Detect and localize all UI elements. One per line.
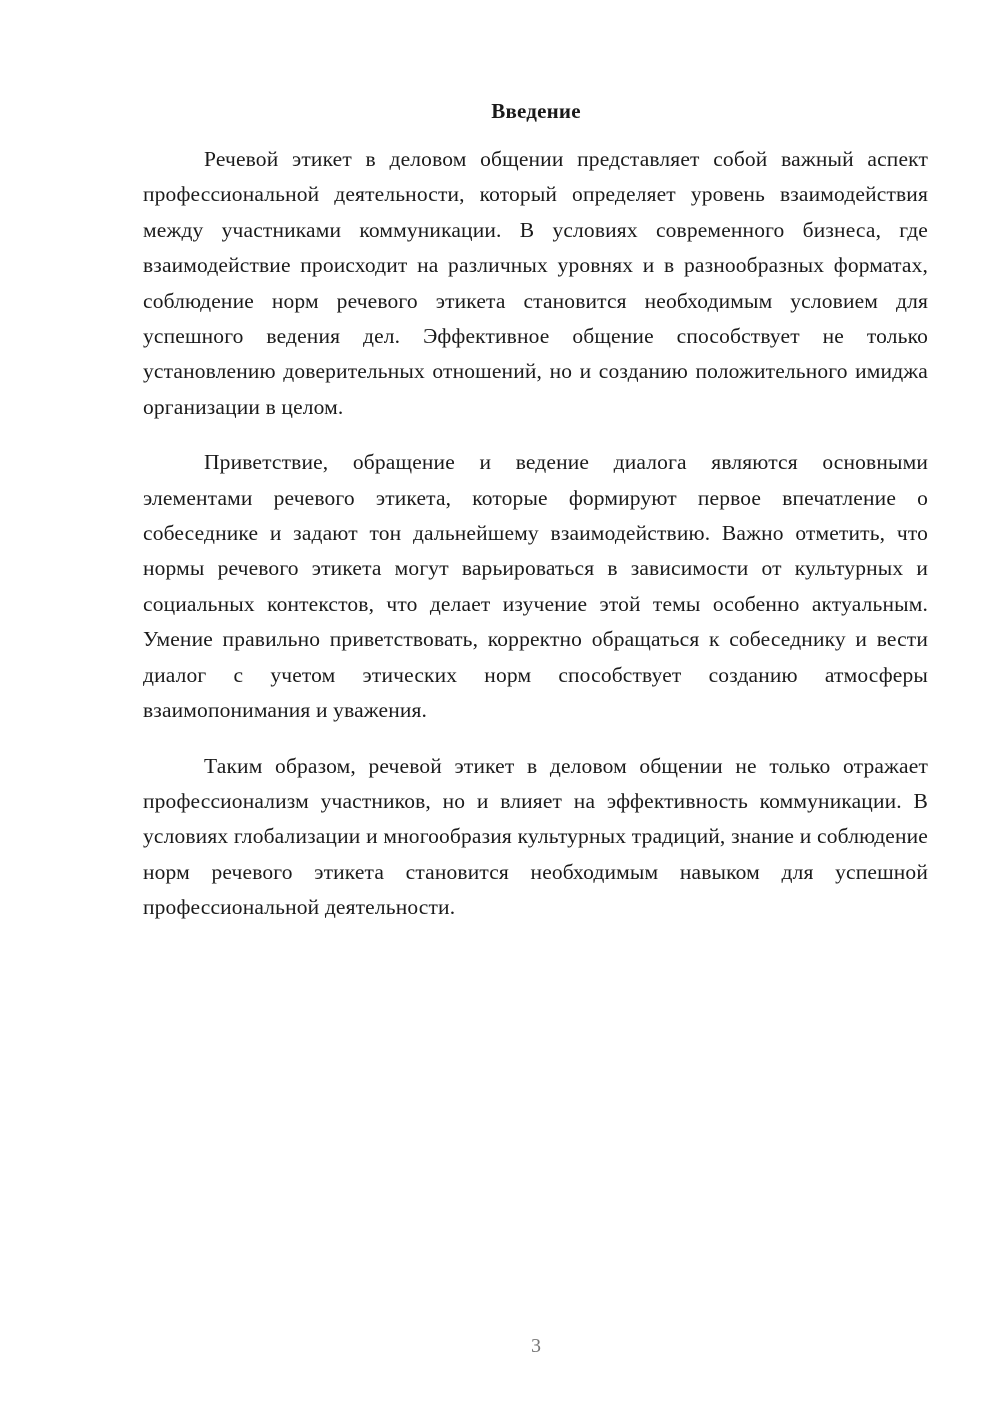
page-number: 3 xyxy=(531,1335,541,1357)
section-heading: Введение xyxy=(491,99,581,123)
body-text xyxy=(143,142,928,926)
paragraph-1: Речевой этикет в деловом общении представляет собой важный аспект профессиональной деятельности, который определяет уровень взаимодействия между участниками коммуникации. В условиях современного бизнеса, где взаимодействие происходит на различных уровнях и в разнообразных форматах, соблюдение норм речевого этикета становится необходимым условием для успешного ведения дел. Эффективное общение способствует не только установлению доверительных отношений, но и созданию положительного имиджа организации в целом. xyxy=(143,147,928,419)
paragraph-2: Приветствие, обращение и ведение диалога являются основными элементами речевого этикета, которые формируют первое впечатление о собеседнике и задают тон дальнейшему взаимодействию. Важно отметить, что нормы речевого этикета могут варьироваться в зависимости от культурных и социальных контекстов, что делает изучение этой темы особенно актуальным. Умение правильно приветствовать, корректно обращаться к собеседнику и вести диалог с учетом этических норм способствует созданию атмосферы взаимопонимания и уважения. xyxy=(143,450,928,723)
paragraph-3: Таким образом, речевой этикет в деловом общении не только отражает профессионализм участников, но и влияет на эффективность коммуникации. В условиях глобализации и многообразия культурных традиций, знание и соблюдение норм речевого этикета становится необходимым навыком для успешной профессиональной деятельности. xyxy=(143,753,928,920)
